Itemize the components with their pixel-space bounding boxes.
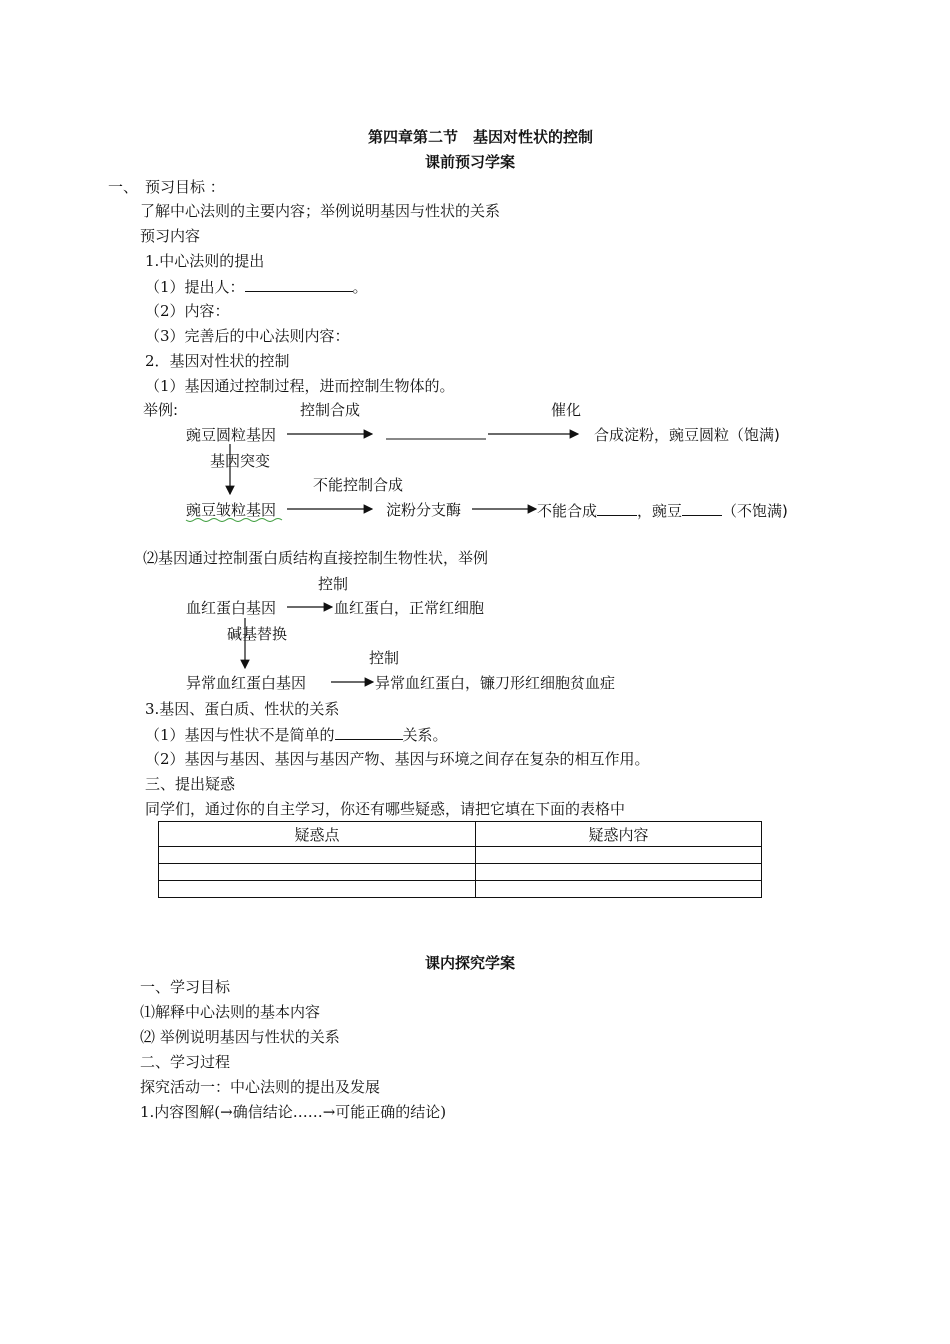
diagram-control-synth-label: 控制合成 <box>300 401 361 419</box>
questions-table <box>158 821 762 898</box>
inclass-process-heading: 二、学习过程 <box>140 1053 231 1071</box>
table-header-row <box>159 822 762 847</box>
diagram2-hb-result: 血红蛋白，正常红细胞 <box>334 599 485 617</box>
item-relationship-1-end: 关系。 <box>402 726 448 744</box>
item-relationship-2: （2）基因与基因、基因与基因产物、基因与环境之间存在复杂的相互作用。 <box>145 750 650 768</box>
diagram-comma-pea: ，豌豆 <box>637 502 683 520</box>
table-cell[interactable] <box>159 881 476 898</box>
table-cell[interactable] <box>159 864 476 881</box>
table-header-content: 疑惑内容 <box>476 822 762 847</box>
diagram2-control-label: 控制 <box>318 575 349 593</box>
section-title-preview: 课前预习学案 <box>425 153 516 171</box>
diagram-example-label: 举例: <box>143 401 179 419</box>
diagram-gene-wrinkled: 豌豆皱粒基因 <box>186 501 277 519</box>
table-row <box>159 847 762 864</box>
item-proposer-end: 。 <box>352 278 368 296</box>
diagram2-heading: ⑵基因通过控制蛋白质结构直接控制生物性状，举例 <box>143 549 489 567</box>
section-title-inclass: 课内探究学案 <box>425 954 516 972</box>
squiggle-underline <box>186 519 282 522</box>
item-questions: 三、提出疑惑 <box>145 775 236 793</box>
blank-line[interactable] <box>335 725 403 740</box>
table-cell[interactable] <box>476 847 762 864</box>
item-content: （2）内容： <box>145 302 230 320</box>
item-relationship: 3.基因、蛋白质、性状的关系 <box>145 700 340 718</box>
page-title: 第四章第二节 基因对性状的控制 <box>368 128 594 146</box>
diagram2-hb-gene: 血红蛋白基因 <box>186 599 277 617</box>
diagram-gene-round: 豌豆圆粒基因 <box>186 426 277 444</box>
table-cell[interactable] <box>476 881 762 898</box>
diagram2-control-label-2: 控制 <box>369 649 400 667</box>
diagram-mutation-label: 基因突变 <box>210 452 271 470</box>
table-cell[interactable] <box>476 864 762 881</box>
item-proposer-label: （1）提出人： <box>145 278 245 296</box>
table-cell[interactable] <box>159 847 476 864</box>
item-questions-desc: 同学们，通过你的自主学习，你还有哪些疑惑，请把它填在下面的表格中 <box>145 800 626 818</box>
table-row <box>159 881 762 898</box>
diagram-not-full: （不饱满) <box>722 502 788 520</box>
diagram2-base-sub-label: 碱基替换 <box>227 625 288 643</box>
inclass-activity-1: 探究活动一：中心法则的提出及发展 <box>140 1078 381 1096</box>
item-relationship-1 <box>145 725 448 744</box>
heading-number: 一、 <box>108 178 139 196</box>
inclass-goal-heading: 一、学习目标 <box>140 978 231 996</box>
diagram2-abn-gene: 异常血红蛋白基因 <box>186 674 307 692</box>
preview-content-heading: 预习内容 <box>140 227 201 245</box>
diagram-cannot-control-label: 不能控制合成 <box>313 476 404 494</box>
inclass-diagram-item: 1.内容图解(→确信结论……→可能正确的结论) <box>140 1103 447 1121</box>
item-gene-control: 2．基因对性状的控制 <box>145 352 290 370</box>
item-central-dogma: 1.中心法则的提出 <box>145 252 265 270</box>
diagram-result-round: 合成淀粉，豌豆圆粒（饱满) <box>594 426 780 444</box>
item-gene-control-1: （1）基因通过控制过程，进而控制生物体的。 <box>145 377 455 395</box>
table-row <box>159 864 762 881</box>
diagram-enzyme: 淀粉分支酶 <box>386 501 462 519</box>
table-header-point: 疑惑点 <box>159 822 476 847</box>
item-relationship-1-label: （1）基因与性状不是简单的 <box>145 726 335 744</box>
diagram-catalyze-label: 催化 <box>551 401 582 419</box>
item-improved-dogma: （3）完善后的中心法则内容： <box>145 327 350 345</box>
inclass-goal-2: ⑵ 举例说明基因与性状的关系 <box>140 1028 340 1046</box>
preview-goal-text: 了解中心法则的主要内容；举例说明基因与性状的关系 <box>140 202 501 220</box>
diagram-cannot-synth-label: 不能合成 <box>537 502 598 520</box>
diagram2-abn-result: 异常血红蛋白，镰刀形红细胞贫血症 <box>375 674 616 692</box>
heading-preview-goal: 预习目标 ： <box>145 178 225 196</box>
inclass-goal-1: ⑴解释中心法则的基本内容 <box>140 1003 321 1021</box>
